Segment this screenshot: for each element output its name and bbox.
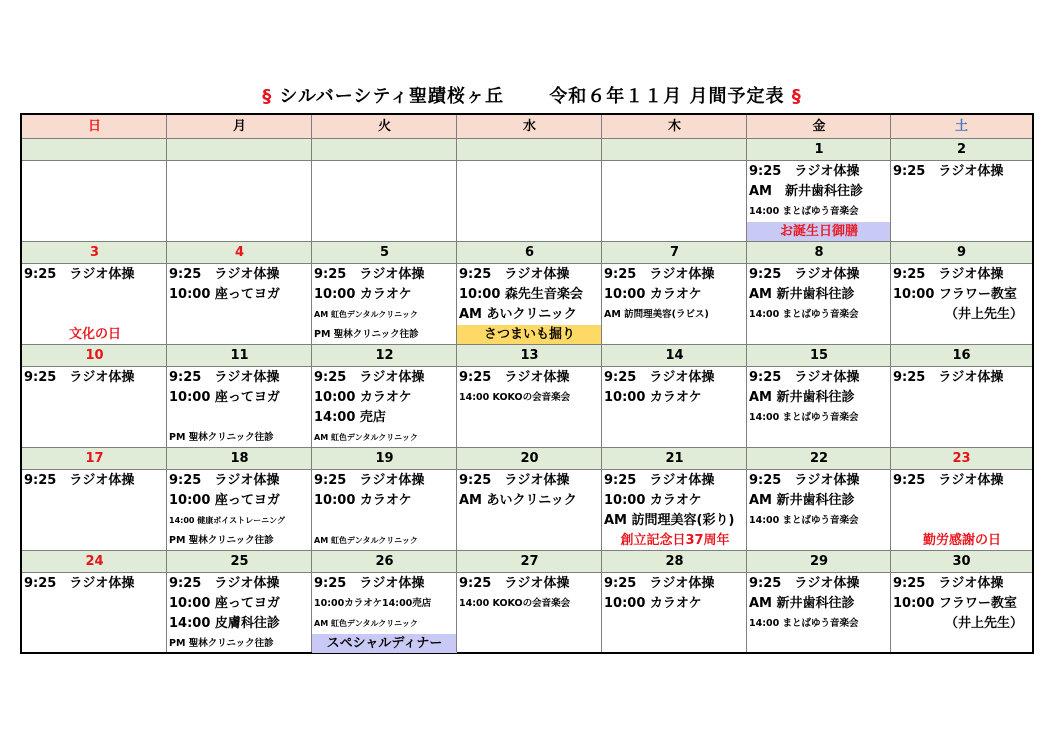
day-cell[interactable] xyxy=(312,470,457,551)
schedule-event: PM 聖林クリニック往診 xyxy=(169,535,274,546)
day-cell[interactable] xyxy=(891,470,1032,551)
schedule-event: 9:25 ラジオ体操 xyxy=(893,164,1004,179)
column-divider xyxy=(746,115,747,652)
event-highlight: お誕生日御膳 xyxy=(747,222,891,241)
schedule-event: AM 新井歯科往診 xyxy=(749,493,855,508)
schedule-event: 9:25 ラジオ体操 xyxy=(893,267,1004,282)
schedule-event: 9:25 ラジオ体操 xyxy=(893,370,1004,385)
weekday-label: 水 xyxy=(522,119,536,134)
schedule-event: 9:25 ラジオ体操 xyxy=(459,370,570,385)
schedule-event: 9:25 ラジオ体操 xyxy=(459,473,570,488)
schedule-event: 10:00 フラワー教室 xyxy=(893,596,1017,611)
schedule-event: AM あいクリニック xyxy=(459,493,577,508)
day-cell[interactable] xyxy=(167,573,312,654)
schedule-event: AM 虹色デンタルクリニック xyxy=(314,433,418,442)
schedule-event xyxy=(893,491,1031,511)
schedule-event xyxy=(314,511,456,531)
day-cell[interactable] xyxy=(602,470,747,551)
day-number: 29 xyxy=(809,554,829,569)
day-cell[interactable] xyxy=(602,161,747,242)
schedule-event: 9:25 ラジオ体操 xyxy=(459,576,570,591)
schedule-event: 9:25 ラジオ体操 xyxy=(604,267,715,282)
day-number: 15 xyxy=(809,348,829,363)
day-number: 17 xyxy=(85,451,104,466)
schedule-event: 10:00カラオケ14:00売店 xyxy=(314,598,432,609)
day-cell[interactable] xyxy=(891,161,1032,242)
schedule-event: 14:00 まとばゆう音楽会 xyxy=(749,515,859,526)
schedule-event: 10:00 フラワー教室 xyxy=(893,287,1017,302)
schedule-event: AM 訪問理美容(ラビス) xyxy=(604,309,709,320)
day-number: 2 xyxy=(956,142,967,157)
schedule-event: 10:00 カラオケ xyxy=(314,390,412,405)
day-cell[interactable] xyxy=(747,573,891,654)
day-cell[interactable] xyxy=(457,470,602,551)
weekday-header-row xyxy=(22,115,1032,139)
schedule-event: 14:00 まとばゆう音楽会 xyxy=(749,309,859,320)
day-cell[interactable] xyxy=(891,367,1032,448)
day-number xyxy=(167,139,312,161)
facility-name: シルバーシティ聖蹟桜ヶ丘 xyxy=(279,86,504,107)
day-cell[interactable] xyxy=(312,573,457,654)
day-cell[interactable] xyxy=(312,264,457,345)
schedule-event: 9:25 ラジオ体操 xyxy=(749,473,860,488)
schedule-event: 9:25 ラジオ体操 xyxy=(169,576,280,591)
section-mark-icon: § xyxy=(791,86,802,107)
day-cell[interactable] xyxy=(747,367,891,448)
day-cell[interactable] xyxy=(22,264,167,345)
schedule-event: 9:25 ラジオ体操 xyxy=(314,576,425,591)
schedule-event: PM 聖林クリニック往診 xyxy=(169,432,274,443)
schedule-event: 10:00 カラオケ xyxy=(604,596,702,611)
schedule-event: 9:25 ラジオ体操 xyxy=(459,267,570,282)
day-number xyxy=(312,139,457,161)
schedule-event: AM 虹色デンタルクリニック xyxy=(314,619,418,628)
column-divider xyxy=(311,115,312,652)
schedule-event: 9:25 ラジオ体操 xyxy=(314,473,425,488)
schedule-event: 10:00 カラオケ xyxy=(604,493,702,508)
schedule-event: 14:00 皮膚科往診 xyxy=(169,616,280,631)
schedule-event: 9:25 ラジオ体操 xyxy=(604,473,715,488)
day-cell[interactable] xyxy=(602,573,747,654)
schedule-event: PM 聖林クリニック往診 xyxy=(169,638,274,649)
day-number: 14 xyxy=(665,348,684,363)
schedule-event: 10:00 カラオケ xyxy=(314,493,412,508)
weekday-label: 木 xyxy=(667,119,681,134)
day-cell[interactable] xyxy=(457,573,602,654)
schedule-event: 10:00 カラオケ xyxy=(604,390,702,405)
schedule-event: 勤労感謝の日 xyxy=(922,533,1001,548)
weekday-label: 金 xyxy=(812,119,826,134)
day-number: 19 xyxy=(375,451,394,466)
day-cell[interactable] xyxy=(602,264,747,345)
day-cell[interactable] xyxy=(457,264,602,345)
schedule-event: AM あいクリニック xyxy=(459,307,577,322)
day-cell[interactable] xyxy=(602,367,747,448)
schedule-event: 文化の日 xyxy=(68,327,121,342)
schedule-event: 9:25 ラジオ体操 xyxy=(749,576,860,591)
day-number xyxy=(457,139,602,161)
day-cell[interactable] xyxy=(22,367,167,448)
schedule-event: 9:25 ラジオ体操 xyxy=(169,473,280,488)
schedule-event xyxy=(24,285,166,305)
schedule-event xyxy=(169,408,311,428)
day-number: 27 xyxy=(520,554,539,569)
day-cell[interactable] xyxy=(22,470,167,551)
schedule-event: 9:25 ラジオ体操 xyxy=(893,576,1004,591)
schedule-event: 10:00 座ってヨガ xyxy=(169,596,280,611)
day-number: 18 xyxy=(230,451,249,466)
schedule-event: 14:00 KOKOの会音楽会 xyxy=(459,598,571,609)
schedule-event: 10:00 カラオケ xyxy=(604,287,702,302)
schedule-event xyxy=(24,305,166,325)
schedule-event: AM 新井歯科往診 xyxy=(749,390,855,405)
schedule-event: AM 新井歯科往診 xyxy=(749,596,855,611)
day-number: 3 xyxy=(89,245,100,260)
monthly-calendar xyxy=(20,113,1034,654)
day-cell[interactable] xyxy=(747,470,891,551)
section-mark-icon: § xyxy=(262,86,273,107)
schedule-event: 9:25 ラジオ体操 xyxy=(169,370,280,385)
schedule-event: 9:25 ラジオ体操 xyxy=(893,473,1004,488)
day-number: 22 xyxy=(809,451,829,466)
day-number xyxy=(602,139,747,161)
schedule-event: 14:00 まとばゆう音楽会 xyxy=(749,206,859,217)
day-cell[interactable] xyxy=(312,367,457,448)
schedule-event: （井上先生） xyxy=(944,307,1023,322)
day-number: 12 xyxy=(375,348,394,363)
weekday-label: 土 xyxy=(954,119,968,134)
day-number: 8 xyxy=(814,245,824,260)
event-highlight: スペシャルディナー xyxy=(312,634,457,653)
column-divider xyxy=(166,115,167,652)
schedule-event: （井上先生） xyxy=(944,616,1023,631)
schedule-event: 9:25 ラジオ体操 xyxy=(24,576,135,591)
day-number: 16 xyxy=(952,348,971,363)
day-number: 13 xyxy=(520,348,539,363)
day-number: 21 xyxy=(665,451,684,466)
schedule-event: AM 虹色デンタルクリニック xyxy=(314,536,418,545)
day-number: 20 xyxy=(520,451,539,466)
day-cell[interactable] xyxy=(891,573,1032,654)
schedule-event xyxy=(893,511,1031,531)
day-cell[interactable] xyxy=(747,264,891,345)
schedule-event: 14:00 まとばゆう音楽会 xyxy=(749,618,859,629)
schedule-period: 令和６年１１月 月間予定表 xyxy=(549,86,785,107)
schedule-event: 10:00 カラオケ xyxy=(314,287,412,302)
day-cell[interactable] xyxy=(22,573,167,654)
schedule-event: 9:25 ラジオ体操 xyxy=(604,370,715,385)
day-number: 4 xyxy=(234,245,245,260)
column-divider xyxy=(456,115,457,652)
schedule-event: 10:00 森先生音楽会 xyxy=(459,287,583,302)
day-number: 23 xyxy=(952,451,971,466)
schedule-event: 9:25 ラジオ体操 xyxy=(749,164,860,179)
column-divider xyxy=(601,115,602,652)
schedule-event: 9:25 ラジオ体操 xyxy=(314,370,425,385)
day-cell[interactable] xyxy=(747,161,891,242)
day-cell[interactable] xyxy=(167,470,312,551)
schedule-event: AM 新井歯科往診 xyxy=(749,184,863,199)
schedule-event: 9:25 ラジオ体操 xyxy=(24,370,135,385)
schedule-event: 9:25 ラジオ体操 xyxy=(24,267,135,282)
schedule-event: 10:00 座ってヨガ xyxy=(169,493,280,508)
day-number: 9 xyxy=(956,245,967,260)
schedule-event: 14:00 健康ボイストレーニング xyxy=(169,516,286,525)
schedule-event: 9:25 ラジオ体操 xyxy=(314,267,425,282)
day-cell[interactable] xyxy=(312,161,457,242)
day-number: 10 xyxy=(85,348,104,363)
schedule-event: 9:25 ラジオ体操 xyxy=(604,576,715,591)
weekday-label: 火 xyxy=(377,119,391,134)
day-number: 25 xyxy=(230,554,249,569)
schedule-event: 9:25 ラジオ体操 xyxy=(749,267,860,282)
event-highlight: さつまいも掘り xyxy=(457,325,602,344)
weekday-label: 日 xyxy=(87,119,101,134)
schedule-event: 9:25 ラジオ体操 xyxy=(749,370,860,385)
day-cell[interactable] xyxy=(457,161,602,242)
day-number xyxy=(22,139,167,161)
schedule-event: 10:00 座ってヨガ xyxy=(169,390,280,405)
day-cell[interactable] xyxy=(457,367,602,448)
page-title xyxy=(0,82,1064,108)
day-number: 6 xyxy=(524,245,535,260)
day-number: 5 xyxy=(379,245,390,260)
schedule-event: 9:25 ラジオ体操 xyxy=(24,473,135,488)
schedule-event: 10:00 座ってヨガ xyxy=(169,287,280,302)
day-cell[interactable] xyxy=(167,367,312,448)
day-number: 26 xyxy=(375,554,394,569)
schedule-event: 14:00 KOKOの会音楽会 xyxy=(459,392,571,403)
schedule-event: AM 新井歯科往診 xyxy=(749,287,855,302)
schedule-event: PM 聖林クリニック往診 xyxy=(314,329,419,340)
day-number: 30 xyxy=(952,554,971,569)
column-divider xyxy=(890,115,891,652)
day-cell[interactable] xyxy=(167,161,312,242)
schedule-event: 14:00 まとばゆう音楽会 xyxy=(749,412,859,423)
day-number: 11 xyxy=(230,348,249,363)
schedule-event: 14:00 売店 xyxy=(314,410,386,425)
schedule-event: 9:25 ラジオ体操 xyxy=(169,267,280,282)
day-number: 28 xyxy=(665,554,684,569)
schedule-event: 創立記念日37周年 xyxy=(620,533,730,548)
day-cell[interactable] xyxy=(167,264,312,345)
day-cell[interactable] xyxy=(22,161,167,242)
schedule-event: AM 虹色デンタルクリニック xyxy=(314,310,418,319)
weekday-label: 月 xyxy=(232,119,246,134)
day-number: 1 xyxy=(814,142,824,157)
day-number: 24 xyxy=(85,554,104,569)
day-cell[interactable] xyxy=(891,264,1032,345)
day-number: 7 xyxy=(669,245,680,260)
schedule-event: AM 訪問理美容(彩り) xyxy=(604,513,735,528)
